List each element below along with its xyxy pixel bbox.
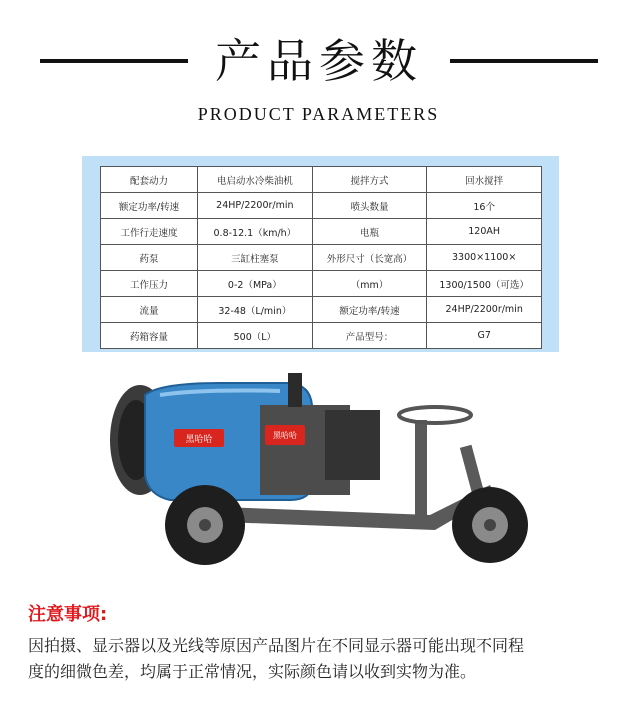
param-value: 24HP/2200r/min	[198, 193, 313, 219]
param-label: 电瓶	[312, 219, 427, 245]
param-value: 三缸柱塞泵	[198, 245, 313, 271]
param-value: 电启动水冷柴油机	[198, 167, 313, 193]
param-label: 流量	[101, 297, 198, 323]
table-row	[101, 271, 542, 297]
param-value: 500（L）	[198, 323, 313, 349]
table-row	[101, 323, 542, 349]
param-label: 配套动力	[101, 167, 198, 193]
brand-badge-engine-text: 黑哈哈	[273, 431, 297, 440]
param-label: 药箱容量	[101, 323, 198, 349]
param-value: 16个	[427, 193, 542, 219]
param-label: 外形尺寸（长宽高）	[312, 245, 427, 271]
table-row	[101, 297, 542, 323]
brand-badge-text: 黑哈哈	[185, 435, 213, 445]
params-table	[100, 166, 542, 349]
title-right-rule	[450, 59, 598, 63]
rear-wheel-axle	[199, 519, 211, 531]
param-value: 24HP/2200r/min	[427, 297, 542, 323]
front-wheel-axle	[484, 519, 496, 531]
page-title: 产品参数	[215, 34, 423, 88]
notice-title: 注意事项:	[28, 604, 108, 625]
steering-wheel	[399, 407, 471, 423]
table-row	[101, 167, 542, 193]
table-row	[101, 193, 542, 219]
param-value: 1300/1500（可选）	[427, 271, 542, 297]
param-value: G7	[427, 323, 542, 349]
param-label: 药泵	[101, 245, 198, 271]
param-label: 额定功率/转速	[101, 193, 198, 219]
param-label: 搅拌方式	[312, 167, 427, 193]
page-subtitle: PRODUCT PARAMETERS	[197, 104, 440, 124]
param-label: 工作压力	[101, 271, 198, 297]
params-table-panel	[82, 156, 559, 352]
param-value: 0-2（MPa）	[198, 271, 313, 297]
param-label: 产品型号：	[312, 323, 427, 349]
param-value: 回水搅拌	[427, 167, 542, 193]
param-value: 0.8-12.1（km/h）	[198, 219, 313, 245]
sprayer-vehicle-image	[100, 365, 550, 570]
param-label: （mm）	[312, 271, 427, 297]
param-value: 120AH	[427, 219, 542, 245]
table-row	[101, 219, 542, 245]
title-left-rule	[40, 59, 188, 63]
param-value: 3300×1100×	[427, 245, 542, 271]
param-label: 工作行走速度	[101, 219, 198, 245]
notice-line-2: 度的细微色差，均属于正常情况，实际颜色请以收到实物为准。	[28, 662, 477, 681]
param-label: 喷头数量	[312, 193, 427, 219]
steering-column	[415, 420, 427, 515]
param-label: 额定功率/转速	[312, 297, 427, 323]
notice-line-1: 因拍摄、显示器以及光线等原因产品图片在不同显示器可能出现不同程	[28, 636, 525, 655]
param-value: 32-48（L/min）	[198, 297, 313, 323]
table-row	[101, 245, 542, 271]
title-row	[0, 28, 637, 98]
exhaust-pipe	[288, 373, 302, 407]
notice-text	[28, 633, 618, 685]
engine	[325, 410, 380, 480]
